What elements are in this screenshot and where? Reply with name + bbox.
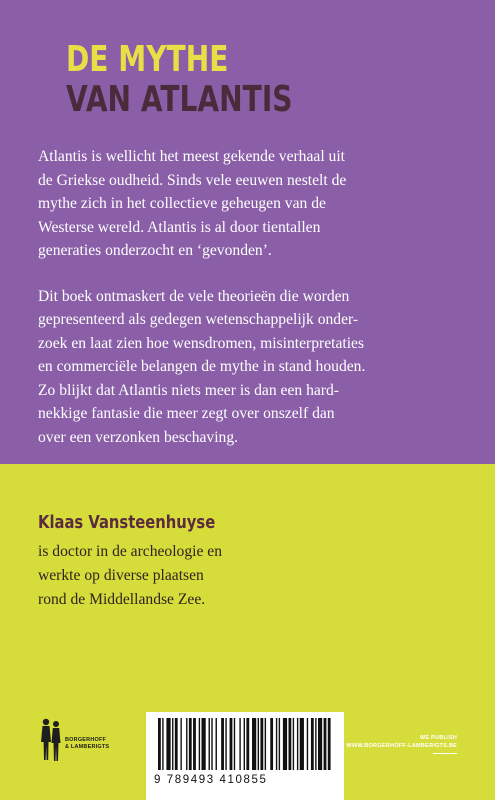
barcode-bar <box>189 718 192 770</box>
blurb-paragraph-2 <box>38 285 468 450</box>
author-bio-line: rond de Middellandse Zee. <box>38 591 206 608</box>
barcode-bar <box>221 718 224 770</box>
blurb-line: Atlantis is wellicht het meest gekende verhaal uit <box>38 148 346 165</box>
author-bio <box>38 540 338 612</box>
barcode-icon <box>158 718 332 770</box>
barcode-bar <box>166 718 170 770</box>
barcode-bar <box>172 718 173 770</box>
blurb-line: generaties onderzocht en ‘gevonden’. <box>38 242 272 259</box>
blurb-line: over een verzonken beschaving. <box>38 428 239 446</box>
publisher-tagline: WE PUBLISH <box>419 735 457 741</box>
barcode-bar <box>252 718 256 770</box>
blurb-line: Westerse wereld. Atlantis is al door tientallen <box>38 218 321 236</box>
barcode-bar <box>186 718 187 770</box>
blurb-line: nekkige fantasie die meer zegt over onszelf dan <box>38 405 335 422</box>
barcode-bar <box>270 718 273 770</box>
barcode-bar <box>175 718 178 770</box>
author-bio-line: werkte op diverse plaatsen <box>38 567 204 584</box>
book-title <box>66 40 292 120</box>
blurb-line: mythe zich in het collectieve geheugen van de <box>38 195 326 212</box>
barcode-bar <box>239 718 240 770</box>
blurb-line: Dit boek ontmaskert de vele theorieën die worden <box>38 287 350 305</box>
title-line-1: DE MYTHE <box>66 39 229 80</box>
barcode-bar <box>199 718 200 770</box>
barcode-bar <box>246 718 249 770</box>
barcode-bar <box>300 718 304 770</box>
barcode-box <box>146 712 344 800</box>
barcode-bar <box>225 718 226 770</box>
title-line-2: VAN ATLANTIS <box>66 79 293 120</box>
barcode-bar <box>289 718 292 770</box>
barcode-bar <box>193 718 196 770</box>
blurb-line: gepresenteerd als gedegen wetenschappelijk onder- <box>38 311 359 328</box>
barcode-bar <box>293 718 294 770</box>
barcode-bar <box>162 718 163 770</box>
barcode-bar <box>258 718 259 770</box>
blurb-line: de Griekse oudheid. Sinds vele eeuwen nestelt de <box>38 171 347 189</box>
barcode-bar <box>244 718 245 770</box>
barcode-bar <box>209 718 210 770</box>
blurb <box>38 145 468 471</box>
barcode-bar <box>318 718 322 770</box>
barcode-bar <box>180 718 181 770</box>
barcode-bar <box>234 718 235 770</box>
barcode-bar <box>315 718 316 770</box>
barcode-bar <box>202 718 206 770</box>
barcode-bar <box>279 718 280 770</box>
author-name: Klaas Vansteenhuyse <box>38 512 216 533</box>
barcode-bar <box>283 718 287 770</box>
barcode-bar <box>328 718 331 770</box>
publisher-website <box>346 734 457 750</box>
blurb-line: Zo blijkt dat Atlantis niets meer is dan een hard- <box>38 381 339 399</box>
publisher-logo-text <box>65 737 109 751</box>
blurb-paragraph-1 <box>38 145 468 263</box>
barcode-bar <box>276 718 277 770</box>
barcode-bar <box>324 718 327 770</box>
blurb-line: en commerciële belangen de mythe in stand houden. <box>38 358 366 375</box>
barcode-bar <box>260 718 263 770</box>
logo-line-1: BORGERHOFF <box>65 737 107 743</box>
barcode-bar <box>158 718 161 770</box>
barcode-bar <box>230 718 233 770</box>
barcode-bar <box>265 718 266 770</box>
publisher-underline <box>433 753 457 754</box>
publisher-url: WWW.BORGERHOFF-LAMBERIGTS.BE <box>346 743 457 749</box>
barcode-bar <box>311 718 314 770</box>
barcode-bar <box>216 718 217 770</box>
blurb-line: zoek en laat zien hoe wensdromen, misinterpretaties <box>38 334 365 352</box>
isbn-number: 9 789493 410855 <box>154 774 268 786</box>
author-bio-line: is doctor in de archeologie en <box>38 543 223 560</box>
barcode-bar <box>211 718 212 770</box>
barcode-bar <box>307 718 308 770</box>
logo-line-2: & LAMBERIGTS <box>65 744 110 750</box>
barcode-bar <box>297 718 298 770</box>
